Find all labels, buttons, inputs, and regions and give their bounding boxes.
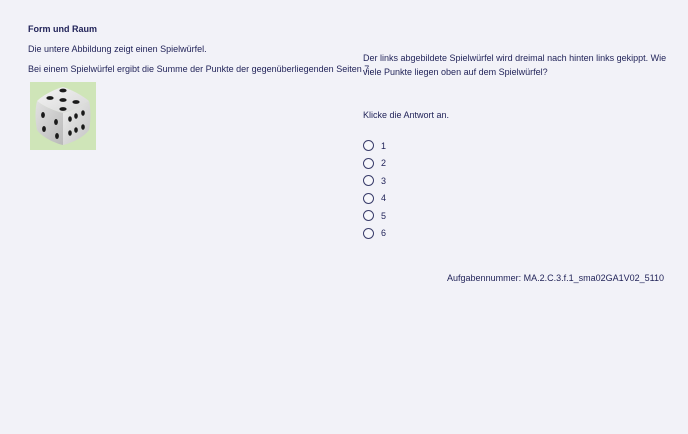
answer-option-1[interactable] [363,137,668,155]
radio-button[interactable] [363,175,374,186]
description-paragraph-2: Bei einem Spielwürfel ergibt die Summe der Punkte der gegenüberliegenden Seiten 7. [28,64,372,74]
answer-option-label: 1 [381,140,387,151]
dice-icon [30,82,96,150]
answer-option-2[interactable] [363,155,668,173]
radio-button[interactable] [363,228,374,239]
description-paragraph-1: Die untere Abbildung zeigt einen Spielwürfel. [28,44,207,54]
section-title: Form und Raum [28,24,97,34]
answer-option-label: 4 [381,193,387,204]
question-panel [363,51,668,242]
radio-button[interactable] [363,210,374,221]
answer-option-label: 3 [381,175,387,186]
question-text: Der links abgebildete Spielwürfel wird dreimal nach hinten links gekippt. Wie viele Punkte liegen oben auf dem Spielwürfel? [363,53,667,77]
task-number: Aufgabennummer: MA.2.C.3.f.1_sma02GA1V02_5110 [447,273,664,283]
answer-option-5[interactable] [363,207,668,225]
answer-option-6[interactable] [363,225,668,243]
answer-options [363,137,668,242]
answer-option-label: 5 [381,210,387,221]
radio-button[interactable] [363,193,374,204]
radio-button[interactable] [363,140,374,151]
answer-option-label: 2 [381,158,387,169]
answer-option-4[interactable] [363,190,668,208]
answer-option-3[interactable] [363,172,668,190]
problem-context [28,22,372,150]
radio-button[interactable] [363,158,374,169]
answer-option-label: 6 [381,228,387,239]
dice-image [30,82,96,150]
instruction-text: Klicke die Antwort an. [363,110,450,120]
